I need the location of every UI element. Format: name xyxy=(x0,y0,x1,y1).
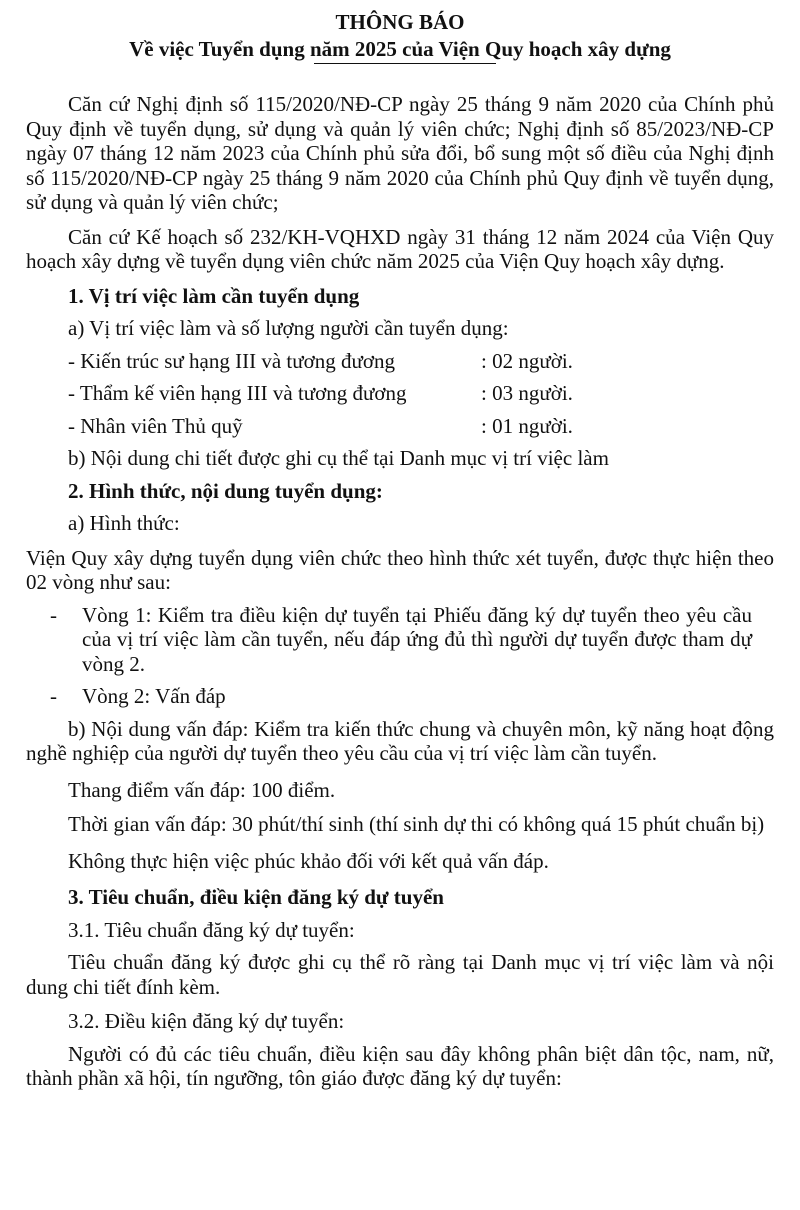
round-dash: - xyxy=(50,684,57,708)
section-31-label: 3.1. Tiêu chuẩn đăng ký dự tuyển: xyxy=(68,917,355,942)
paragraph-legal-basis-2: Căn cứ Kế hoạch số 232/KH-VQHXD ngày 31 tháng 12 năm 2024 của Viện Quy hoạch xây dựng về tuyển dụng viên chức năm 2025 của Viện Quy hoạch xây dựng. xyxy=(26,224,774,273)
notice-title: THÔNG BÁO xyxy=(335,10,465,34)
section-32-text: Người có đủ các tiêu chuẩn, điều kiện sau đây không phân biệt dân tộc, nam, nữ, thành phần xã hội, tín ngưỡng, tôn giáo được đăng ký dự tuyển: xyxy=(26,1041,774,1090)
section-3-heading: 3. Tiêu chuẩn, điều kiện đăng ký dự tuyển xyxy=(68,885,444,909)
section-32-label: 3.2. Điều kiện đăng ký dự tuyển: xyxy=(68,1009,345,1033)
paragraph-legal-basis-1: Căn cứ Nghị định số 115/2020/NĐ-CP ngày 25 tháng 9 năm 2020 của Chính phủ Quy định về tuyển dụng, sử dụng và quản lý viên chức; Nghị định số 85/2023/NĐ-CP ngày 07 tháng 12 năm 2023 của Chính phủ sửa đổi, bổ sung một số điều của Nghị định số 115/2020/NĐ-CP ngày 25 tháng 9 năm 2020 của Chính phủ Quy định về tuyển dụng, sử dụng và quản lý viên chức; xyxy=(26,92,774,214)
notice-subtitle: Về việc Tuyển dụng năm 2025 của Viện Quy hoạch xây dựng xyxy=(129,37,671,61)
position-name: - Kiến trúc sư hạng III và tương đương xyxy=(68,348,395,373)
section-1-heading: 1. Vị trí việc làm cần tuyển dụng xyxy=(68,283,360,308)
position-name: - Nhân viên Thủ quỹ xyxy=(68,413,243,438)
section-2a-text: Viện Quy xây dựng tuyển dụng viên chức theo hình thức xét tuyển, được thực hiện theo 02 vòng như sau: xyxy=(26,545,774,594)
position-count: : 01 người. xyxy=(481,413,573,438)
position-row xyxy=(26,381,774,406)
score-scale-text: Thang điểm vấn đáp: 100 điểm. xyxy=(68,777,336,802)
section-2-heading: 2. Hình thức, nội dung tuyển dụng: xyxy=(68,478,383,503)
round-text: Vòng 1: Kiểm tra điều kiện dự tuyển tại Phiếu đăng ký dự tuyển theo yêu cầu của vị trí việc làm cần tuyển, nếu đáp ứng đủ thì người dự tuyển được tham dự vòng 2. xyxy=(82,602,752,676)
position-count: : 03 người. xyxy=(481,381,573,405)
position-name: - Thẩm kế viên hạng III và tương đương xyxy=(68,381,407,405)
position-row xyxy=(26,414,774,439)
round-text: Vòng 2: Vấn đáp xyxy=(82,684,226,708)
round-item xyxy=(26,603,774,677)
section-1b-text: b) Nội dung chi tiết được ghi cụ thể tại Danh mục vị trí việc làm xyxy=(68,446,609,470)
round-item xyxy=(26,684,774,709)
round-dash: - xyxy=(50,602,57,627)
section-31-text: Tiêu chuẩn đăng ký được ghi cụ thể rõ ràng tại Danh mục vị trí việc làm và nội dung chi tiết đính kèm. xyxy=(26,950,774,999)
interview-time-text: Thời gian vấn đáp: 30 phút/thí sinh (thí sinh dự thi có không quá 15 phút chuẩn bị) xyxy=(68,812,765,836)
position-count: : 02 người. xyxy=(481,348,573,373)
no-review-text: Không thực hiện việc phúc khảo đối với kết quả vấn đáp. xyxy=(68,848,549,873)
position-row xyxy=(26,349,774,374)
section-2a-label: a) Hình thức: xyxy=(68,511,180,535)
section-1a-text: a) Vị trí việc làm và số lượng người cần tuyển dụng: xyxy=(68,316,509,340)
section-2b-text: b) Nội dung vấn đáp: Kiểm tra kiến thức chung và chuyên môn, kỹ năng hoạt động nghề nghiệp của người dự tuyển theo yêu cầu của vị trí việc làm cần tuyển. xyxy=(26,716,774,765)
title-underline xyxy=(314,63,496,64)
